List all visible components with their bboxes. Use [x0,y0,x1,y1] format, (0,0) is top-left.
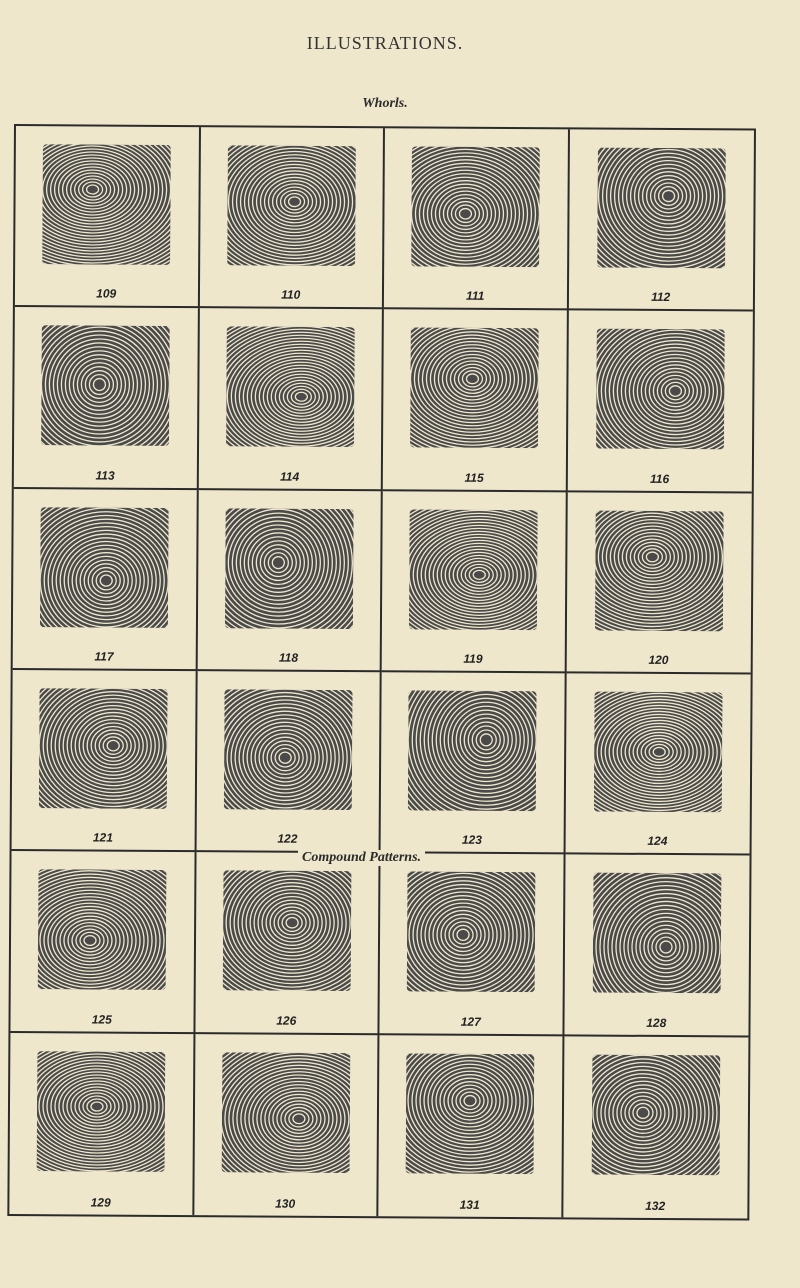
fingerprint-image [221,1052,350,1173]
fingerprint-image [596,329,725,450]
figure-number: 121 [92,830,113,845]
fingerprint-cell [14,307,200,489]
fingerprint-image [410,328,539,449]
figure-number: 113 [95,468,115,483]
fingerprint-cell [384,128,570,310]
fingerprint-image [594,692,723,813]
figure-number: 114 [279,469,300,484]
fingerprint-image [406,1053,535,1174]
figure-number: 129 [90,1195,111,1210]
fingerprint-cell [198,308,384,490]
fingerprint-image [591,1054,720,1175]
fingerprint-cell [568,129,754,311]
fingerprint-image [42,144,171,265]
figure-number: 126 [276,1013,297,1028]
fingerprint-cell [9,1033,195,1215]
figure-number: 123 [461,833,482,848]
fingerprint-cell [12,670,198,852]
figure-number: 117 [94,649,114,664]
fingerprint-image [41,326,170,447]
fingerprint-cell [563,1036,749,1218]
figure-number: 109 [96,286,117,301]
fingerprint-image [597,148,726,269]
figure-number: 122 [277,831,298,847]
fingerprint-cell [381,672,567,854]
figure-number: 131 [459,1197,480,1212]
fingerprint-cell [10,851,196,1033]
figure-number: 130 [275,1196,296,1211]
fingerprint-cell [196,671,382,853]
fingerprint-image [225,508,354,629]
figure-number: 118 [278,650,299,665]
figure-number: 124 [647,834,668,849]
fingerprint-cell [15,126,201,308]
fingerprint-image [407,872,536,993]
fingerprint-cell [564,855,750,1037]
fingerprint-cell [13,489,199,671]
fingerprint-image [409,509,538,630]
fingerprint-image [40,507,169,628]
figure-number: 127 [460,1014,481,1029]
fingerprint-image [37,1051,166,1172]
section-title-compound-patterns: Compound Patterns. [298,850,425,866]
fingerprint-cell [195,852,381,1034]
figure-number: 119 [463,651,483,666]
fingerprint-image [595,510,724,631]
fingerprint-grid [7,124,756,1221]
figure-number: 132 [645,1198,666,1213]
section-title-whorls: Whorls. [362,96,408,111]
fingerprint-cell [383,310,569,492]
fingerprint-image [38,869,167,990]
fingerprint-cell [379,854,565,1036]
fingerprint-cell [199,127,385,309]
figure-number: 115 [464,470,484,485]
figure-number: 112 [651,290,671,305]
fingerprint-image [226,327,355,448]
fingerprint-cell [197,490,383,672]
fingerprint-image [39,688,168,809]
figure-number: 120 [648,652,669,667]
fingerprint-image [408,690,537,811]
fingerprint-cell [565,673,751,855]
figure-number: 110 [281,287,301,303]
fingerprint-image [227,145,356,266]
figure-number: 111 [466,289,485,304]
figure-number: 128 [646,1015,667,1030]
fingerprint-cell [194,1034,380,1216]
page-title: ILLUSTRATIONS. [306,33,464,53]
fingerprint-cell [566,492,752,674]
figure-number: 116 [649,471,670,486]
fingerprint-cell [382,491,568,673]
figure-number: 125 [91,1012,112,1027]
fingerprint-image [592,873,721,994]
fingerprint-image [224,689,353,810]
fingerprint-image [222,871,351,992]
fingerprint-image [411,146,540,267]
fingerprint-cell [378,1035,564,1217]
fingerprint-cell [567,311,753,493]
